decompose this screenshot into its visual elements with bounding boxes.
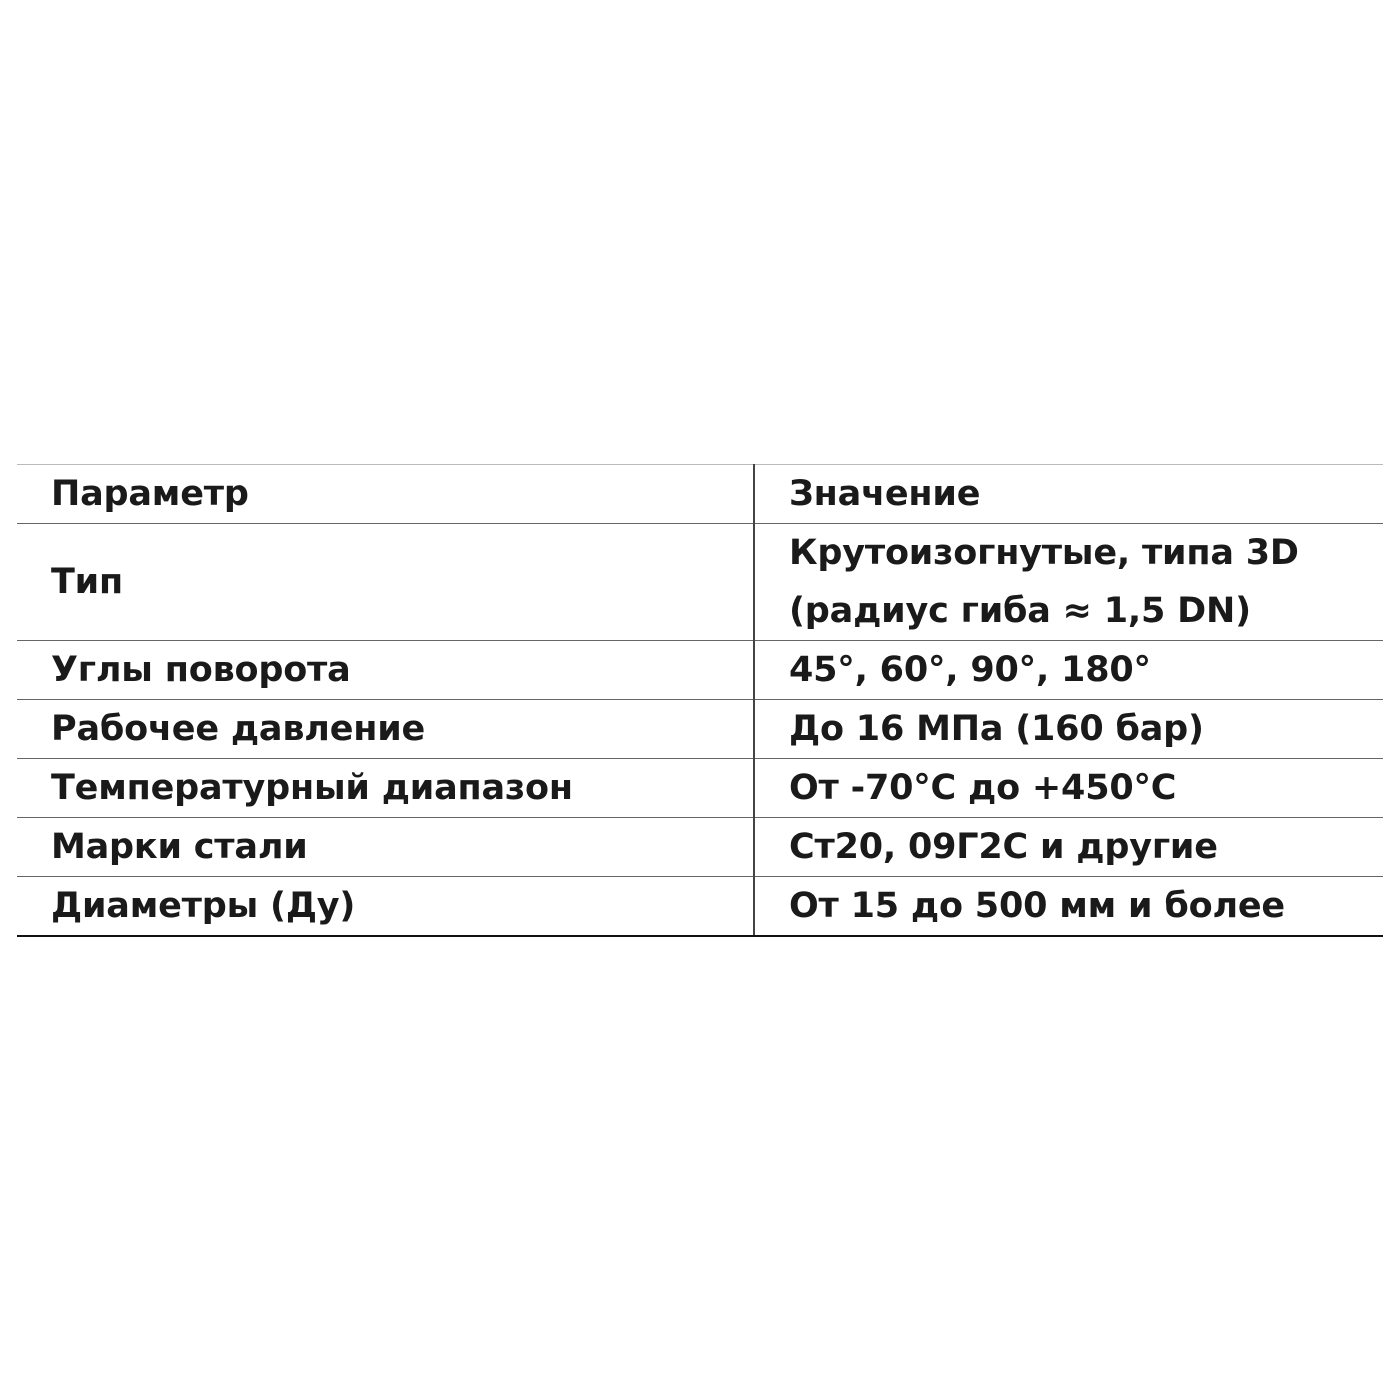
row-parameter: Диаметры (Ду) [17,877,754,937]
table-row [17,700,1383,759]
row-parameter: Рабочее давление [17,700,754,759]
row-parameter: Марки стали [17,818,754,877]
row-value: От 15 до 500 мм и более [754,877,1383,937]
row-value: До 16 МПа (160 бар) [754,700,1383,759]
row-value: Ст20, 09Г2С и другие [754,818,1383,877]
row-value [754,524,1383,641]
row-value: 45°, 60°, 90°, 180° [754,641,1383,700]
row-parameter: Температурный диапазон [17,759,754,818]
spec-table [17,464,1383,937]
header-value: Значение [754,465,1383,524]
row-parameter: Углы поворота [17,641,754,700]
row-value-line: (радиус гиба ≈ 1,5 DN) [789,591,1251,631]
table-row [17,641,1383,700]
table-row [17,759,1383,818]
table-header-row [17,465,1383,524]
row-value: От -70°С до +450°С [754,759,1383,818]
row-parameter: Тип [17,524,754,641]
row-value-line: Крутоизогнутые, типа 3D [789,533,1299,573]
header-parameter: Параметр [17,465,754,524]
table-row [17,877,1383,937]
table-row [17,524,1383,641]
table-row [17,818,1383,877]
